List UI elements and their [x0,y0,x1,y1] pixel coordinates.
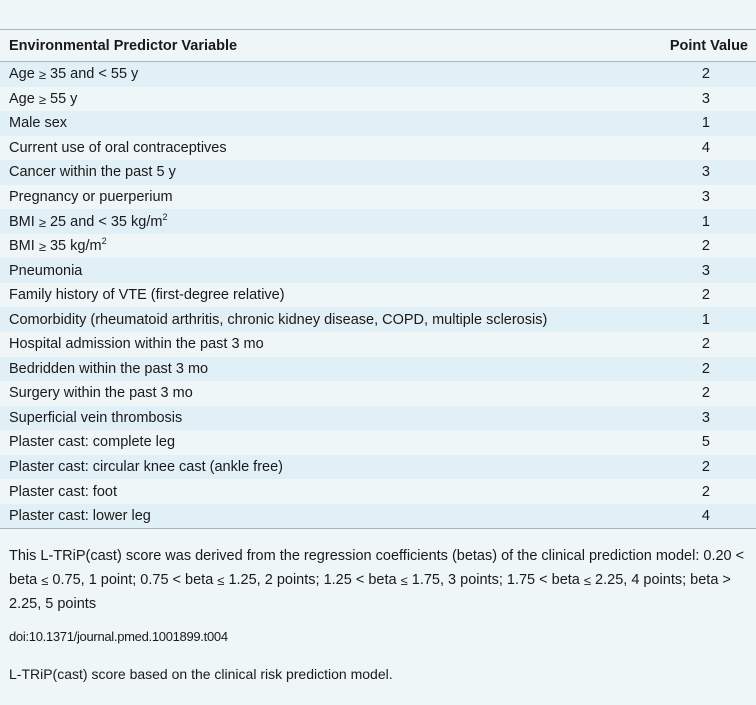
variable-text: 35 and < 55 y [45,66,139,83]
doi-link[interactable]: doi:10.1371/journal.pmed.1001899.t004 [9,629,228,644]
variable-text: Family history of VTE (first-degree relative) [9,287,285,304]
header-point-value: Point Value [653,30,756,62]
variable-text: Plaster cast: complete leg [9,434,176,451]
variable-text: 35 kg/m [45,238,102,255]
footnote-text: 1.25, 2 points; 1.25 < beta [224,572,401,588]
superscript: 2 [162,211,168,222]
footnote-text: 2.25, 4 points; beta > 2.25, 5 points [9,572,731,612]
predictor-variable-cell [0,504,653,529]
predictor-variable-cell [0,283,653,308]
variable-text: Superficial vein thrombosis [9,409,183,426]
table-row [0,381,756,406]
table-row [0,258,756,283]
point-value-cell: 1 [701,213,710,230]
comparison-symbol: ≥ [38,214,46,230]
table-row [0,234,756,259]
point-value-cell: 2 [701,385,710,402]
variable-text: Age [9,66,39,83]
predictor-variable-cell [0,430,653,455]
table-header-row [0,30,756,62]
point-value-cell: 1 [701,311,710,328]
table-row [0,479,756,504]
footnote-symbol: ≤ [217,573,225,588]
point-value-cell: 3 [701,189,710,205]
point-value-cell: 2 [701,483,710,500]
point-value-cell: 4 [653,504,756,529]
predictor-variable-cell [0,307,653,332]
predictor-variable-cell [0,160,653,185]
superscript: 2 [101,236,107,247]
table-caption: L-TRiP(cast) score based on the clinical risk prediction model. [9,666,393,682]
variable-text: Comorbidity (rheumatoid arthritis, chronic kidney disease, COPD, multiple sclerosis) [9,311,548,328]
variable-text: Male sex [9,115,68,132]
table-body [0,62,756,529]
table-row [0,455,756,480]
table-row [0,307,756,332]
variable-text: Plaster cast: circular knee cast (ankle free) [9,459,283,476]
footnote-symbol: ≤ [583,573,592,588]
variable-text: Plaster cast: foot [9,483,117,500]
point-value-cell: 2 [701,459,710,476]
predictor-variable-cell [0,136,653,161]
table-row [0,283,756,308]
variable-text: BMI [9,213,39,230]
variable-text: Pneumonia [9,262,83,279]
predictor-variable-cell [0,332,653,357]
footnote-text: 1.75, 3 points; 1.75 < beta [407,572,584,588]
comparison-symbol: ≥ [38,67,46,83]
point-value-cell: 2 [701,336,710,353]
footnote-symbol: ≤ [41,573,49,588]
risk-score-table [0,30,756,529]
table-row [0,111,756,136]
point-value-cell: 2 [701,66,710,83]
variable-text: Pregnancy or puerperium [9,189,173,205]
point-value-cell: 2 [701,287,710,304]
predictor-variable-cell [0,185,653,210]
table-row [0,430,756,455]
table-row [0,87,756,112]
comparison-symbol: ≥ [38,91,46,107]
variable-text: Surgery within the past 3 mo [9,385,193,402]
table-row [0,160,756,185]
table-row [0,62,756,87]
predictor-variable-cell [0,406,653,431]
table-row [0,185,756,210]
table-row [0,357,756,382]
point-value-cell: 3 [701,164,710,181]
footnote-text: This L-TRiP(cast) score was derived from the regression coefficients (betas) of the clinical prediction model: 0.20 < beta [9,548,745,588]
variable-text: Hospital admission within the past 3 mo [9,336,264,353]
header-variable: Environmental Predictor Variable [0,30,653,62]
predictor-variable-cell [0,455,653,480]
point-value-cell: 3 [701,409,710,426]
table-row [0,136,756,161]
table-row [0,332,756,357]
variable-text: Cancer within the past 5 y [9,164,176,181]
table-row [0,406,756,431]
point-value-cell: 3 [701,262,710,279]
footnote-symbol: ≤ [400,573,408,588]
predictor-variable-cell [0,209,653,234]
predictor-variable-cell [0,111,653,136]
variable-text: Age [9,90,39,107]
variable-text: BMI [9,238,39,255]
variable-text: Bedridden within the past 3 mo [9,360,209,377]
predictor-variable-cell [0,87,653,112]
point-value-cell: 2 [701,360,710,377]
variable-text: 55 y [45,90,78,107]
predictor-variable-cell [0,357,653,382]
point-value-cell: 2 [701,238,710,255]
comparison-symbol: ≥ [38,239,46,255]
variable-text: Current use of oral contraceptives [9,139,227,156]
point-value-cell: 3 [701,90,710,107]
table-footnote [9,544,749,616]
predictor-variable-cell [0,258,653,283]
footnote-text: 0.75, 1 point; 0.75 < beta [48,572,218,588]
table-row [0,504,756,529]
predictor-variable-cell [0,381,653,406]
variable-text: 25 and < 35 kg/m [45,213,163,230]
predictor-variable-cell [0,479,653,504]
variable-text: Plaster cast: lower leg [9,508,151,525]
point-value-cell: 1 [701,115,710,132]
point-value-cell: 4 [701,139,710,156]
point-value-cell: 5 [701,434,710,451]
predictor-variable-cell [0,234,653,259]
predictor-variable-cell [0,62,653,87]
table-row [0,209,756,234]
